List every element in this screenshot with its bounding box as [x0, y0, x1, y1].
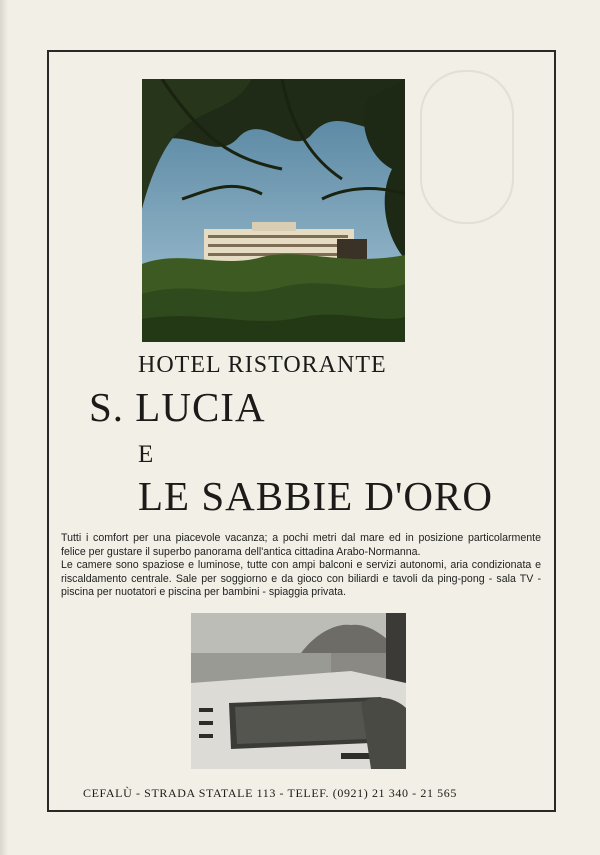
description-paragraph-2: Le camere sono spaziose e luminose, tutte con ampi balconi e servizi autonomi, aria condizionata e riscaldamento centrale. Sale per soggiorno e da gioco con biliardi e tavoli da ping-pong - sala TV - piscina per nuotatori e piscina per bambini - spiaggia privata.: [61, 559, 541, 599]
hotel-photo: [142, 79, 405, 342]
heading-conjunction: E: [138, 441, 154, 468]
pool-photo: [191, 613, 406, 769]
heading-hotel-ristorante: HOTEL RISTORANTE: [138, 352, 387, 378]
heading-second-name: LE SABBIE D'ORO: [138, 473, 493, 519]
description-paragraph-1: Tutti i comfort per una piacevole vacanza; a pochi metri dal mare ed in posizione particolarmente felice per gustare il superbo panorama dell'antica cittadina Arabo-Normanna.: [61, 532, 541, 558]
heading-hotel-name: S. LUCIA: [89, 384, 266, 430]
address-footer: CEFALÙ - STRADA STATALE 113 - TELEF. (0921) 21 340 - 21 565: [83, 786, 457, 800]
description-text: [61, 532, 541, 600]
page-edge-shadow: [0, 0, 8, 855]
